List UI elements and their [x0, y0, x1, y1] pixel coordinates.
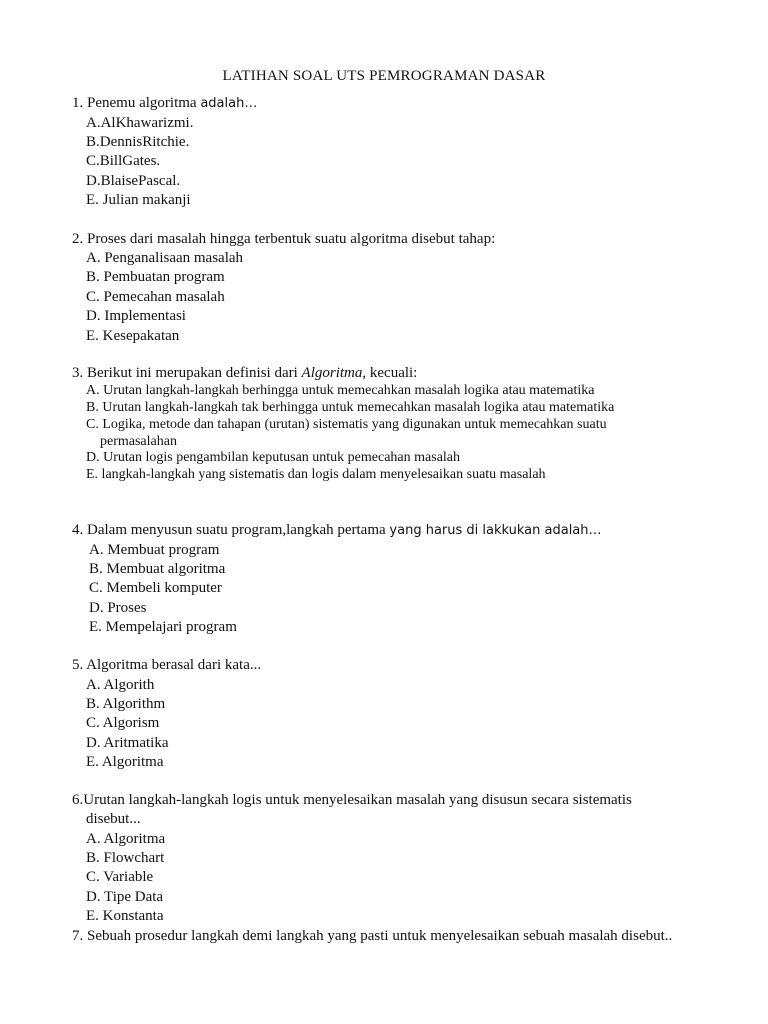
question-2: 2. Proses dari masalah hingga terbentuk suatu algoritma disebut tahap:: [72, 231, 496, 247]
option-3b: B. Urutan langkah-langkah tak berhingga untuk memecahkan masalah logika atau matematika: [86, 400, 615, 415]
question-3: [72, 364, 417, 383]
option-5c: C. Algorism: [86, 715, 160, 731]
question-suffix: , kecuali:: [362, 365, 418, 381]
option-3a: A. Urutan langkah-langkah berhingga untuk memecahkan masalah logika atau matematika: [86, 383, 595, 398]
question-7: 7. Sebuah prosedur langkah demi langkah yang pasti untuk menyelesaikan sebuah masalah disebut..: [72, 928, 673, 944]
option-1c: C.BillGates.: [86, 153, 161, 169]
option-6b: B. Flowchart: [86, 850, 165, 866]
option-1d: D.BlaisePascal.: [86, 173, 181, 189]
option-3c-continuation: permasalahan: [100, 434, 177, 449]
option-6d: D. Tipe Data: [86, 889, 164, 905]
option-5e: E. Algoritma: [86, 754, 164, 770]
option-3e: E. langkah-langkah yang sistematis dan logis dalam menyelesaikan suatu masalah: [86, 467, 546, 482]
option-3c: C. Logika, metode dan tahapan (urutan) sistematis yang digunakan untuk memecahkan suatu: [86, 417, 607, 432]
option-2e: E. Kesepakatan: [86, 328, 180, 344]
option-2c: C. Pemecahan masalah: [86, 289, 225, 305]
question-text: Penemu algoritma: [87, 95, 197, 111]
document-title: LATIHAN SOAL UTS PEMROGRAMAN DASAR: [222, 68, 546, 84]
option-4b: B. Membuat algoritma: [89, 561, 226, 577]
option-2d: D. Implementasi: [86, 308, 186, 324]
question-6: 6.Urutan langkah-langkah logis untuk menyelesaikan masalah yang disusun secara sistematis: [72, 792, 632, 808]
option-4a: A. Membuat program: [89, 542, 220, 558]
option-1e: E. Julian makanji: [86, 192, 191, 208]
option-5a: A. Algorith: [86, 677, 155, 693]
question-1: [72, 94, 257, 113]
option-5b: B. Algorithm: [86, 696, 166, 712]
option-1b: B.DennisRitchie.: [86, 134, 190, 150]
option-4c: C. Membeli komputer: [89, 580, 222, 596]
option-6c: C. Variable: [86, 869, 154, 885]
question-number: 1.: [72, 95, 84, 111]
question-6-continuation: disebut...: [86, 811, 141, 827]
question-tail: yang harus di lakkukan adalah…: [389, 523, 602, 538]
question-text: 4. Dalam menyusun suatu program,langkah pertama: [72, 522, 386, 538]
option-2a: A. Penganalisaan masalah: [86, 250, 244, 266]
question-4: [72, 521, 602, 540]
option-4d: D. Proses: [89, 600, 147, 616]
question-tail: adalah…: [200, 96, 258, 111]
question-text: 3. Berikut ini merupakan definisi dari: [72, 365, 298, 381]
option-5d: D. Aritmatika: [86, 735, 169, 751]
option-4e: E. Mempelajari program: [89, 619, 237, 635]
option-3d: D. Urutan logis pengambilan keputusan untuk pemecahan masalah: [86, 450, 461, 465]
question-5: 5. Algoritma berasal dari kata...: [72, 657, 262, 673]
option-6a: A. Algoritma: [86, 831, 166, 847]
option-2b: B. Pembuatan program: [86, 269, 225, 285]
option-6e: E. Konstanta: [86, 908, 164, 924]
option-1a: A.AlKhawarizmi.: [86, 115, 194, 131]
question-emphasis: Algoritma: [301, 365, 363, 381]
